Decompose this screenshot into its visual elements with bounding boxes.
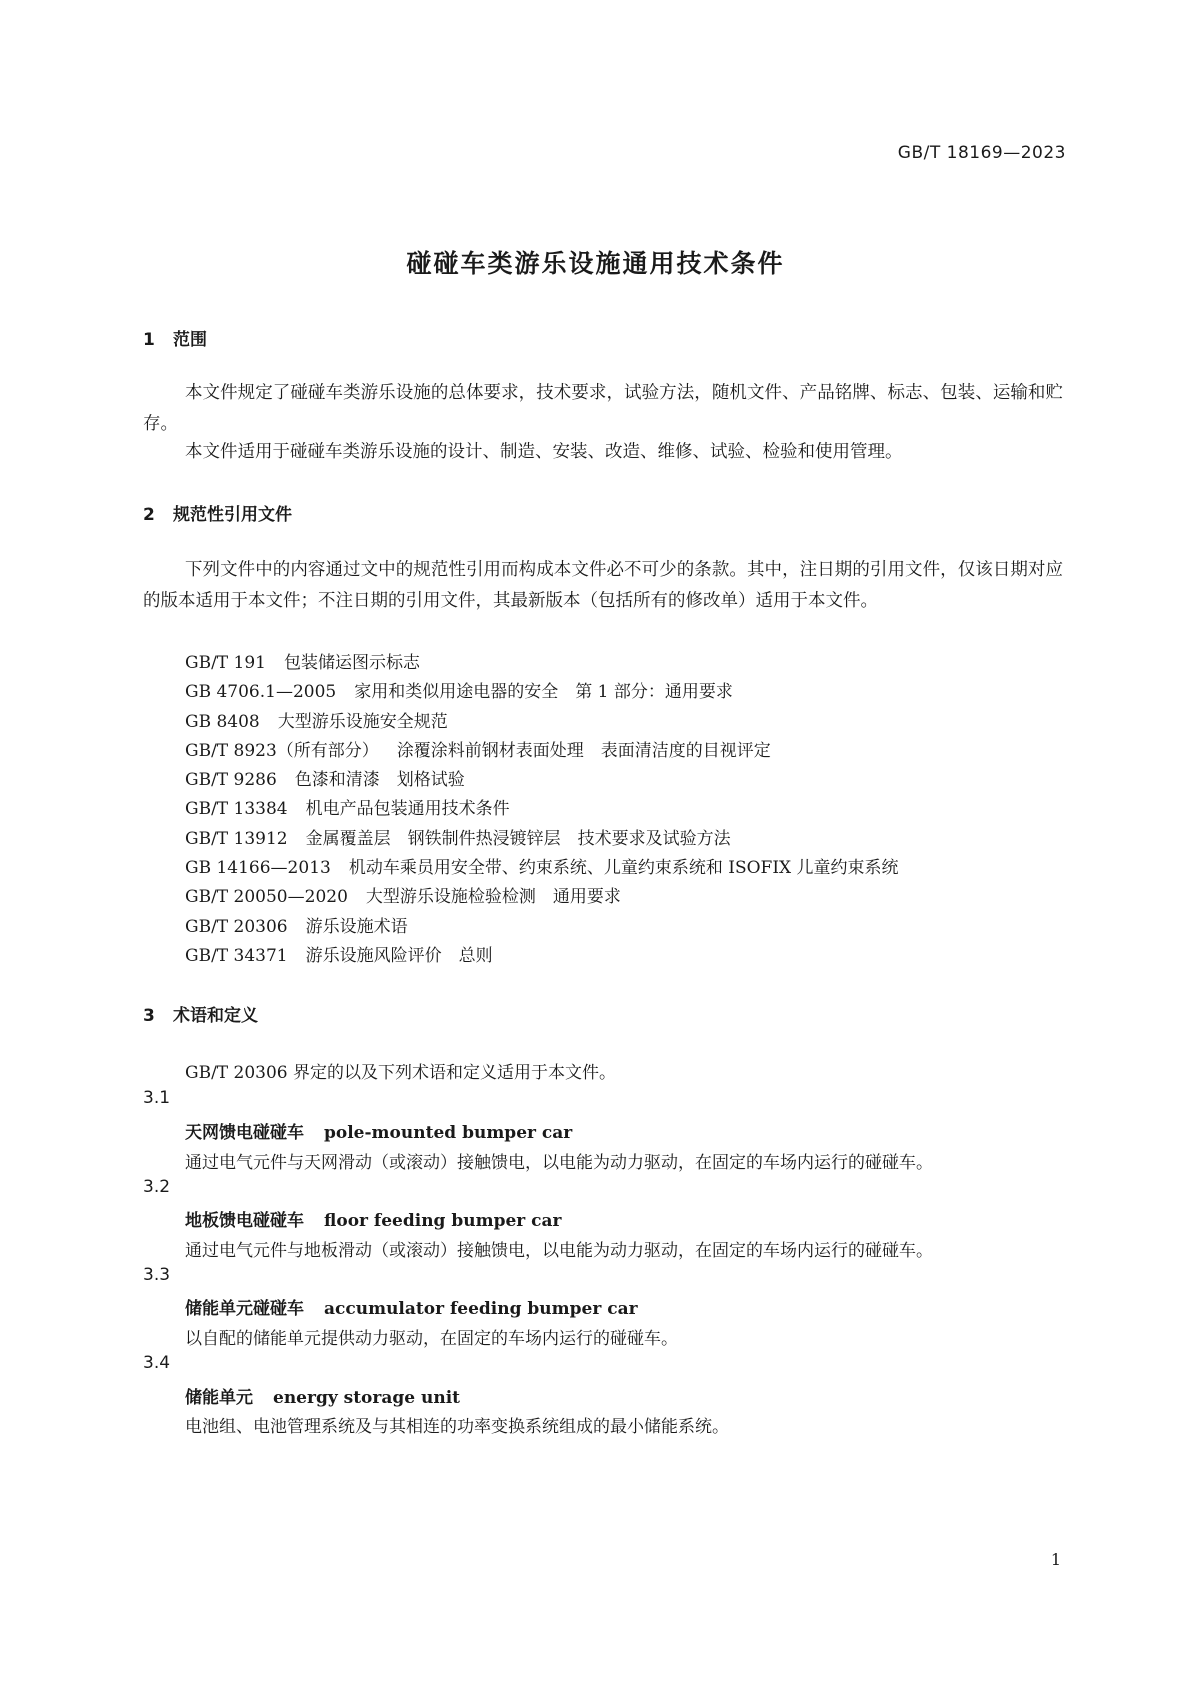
term-number: 3.1 [143, 1088, 171, 1108]
term-en: pole-mounted bumper car [324, 1123, 573, 1143]
reference-title: 大型游乐设施安全规范 [277, 712, 448, 732]
term-zh: 地板馈电碰碰车 [185, 1211, 304, 1231]
term-number: 3.3 [143, 1265, 171, 1285]
reference-code: GB/T 13912 [185, 829, 288, 849]
term-number: 3.2 [143, 1177, 171, 1197]
reference-code: GB/T 8923（所有部分） [185, 741, 379, 761]
reference-title: 包装储运图示标志 [284, 653, 420, 673]
section-title: 范围 [173, 330, 207, 350]
term-number: 3.4 [143, 1353, 171, 1373]
reference-code: GB/T 9286 [185, 770, 277, 790]
section-number: 1 [143, 330, 155, 350]
reference-item [185, 794, 510, 819]
section-number: 3 [143, 1006, 155, 1026]
reference-code: GB/T 13384 [185, 799, 288, 819]
term-definition: 通过电气元件与天网滑动（或滚动）接触馈电，以电能为动力驱动，在固定的车场内运行的碰碰车。 [185, 1153, 933, 1173]
reference-item [185, 707, 448, 732]
reference-item [185, 912, 408, 937]
term-title [185, 1206, 562, 1231]
reference-item [185, 941, 493, 966]
normative-references-intro: 下列文件中的内容通过文中的规范性引用而构成本文件必不可少的条款。其中，注日期的引用文件，仅该日期对应的版本适用于本文件；不注日期的引用文件，其最新版本（包括所有的修改单）适用于本文件。 [143, 560, 1063, 611]
term-zh: 天网馈电碰碰车 [185, 1123, 304, 1143]
section-number: 2 [143, 505, 155, 525]
reference-title: 家用和类似用途电器的安全 第 1 部分：通用要求 [354, 682, 733, 702]
reference-code: GB 8408 [185, 712, 260, 732]
section-title: 规范性引用文件 [173, 505, 292, 525]
standard-code: GB/T 18169—2023 [897, 143, 1066, 163]
reference-title: 大型游乐设施检验检测 通用要求 [365, 887, 621, 907]
reference-title: 金属覆盖层 钢铁制件热浸镀锌层 技术要求及试验方法 [305, 829, 731, 849]
term-en: accumulator feeding bumper car [324, 1299, 638, 1319]
reference-title: 机动车乘员用安全带、约束系统、儿童约束系统和 ISOFIX 儿童约束系统 [348, 858, 899, 878]
term-definition: 以自配的储能单元提供动力驱动，在固定的车场内运行的碰碰车。 [185, 1329, 678, 1349]
reference-item [185, 648, 420, 673]
document-title: 碰碰车类游乐设施通用技术条件 [406, 249, 785, 278]
term-title [185, 1294, 638, 1319]
term-zh: 储能单元 [185, 1388, 253, 1408]
reference-item [185, 882, 621, 907]
reference-title: 色漆和清漆 划格试验 [294, 770, 465, 790]
term-definition: 通过电气元件与地板滑动（或滚动）接触馈电，以电能为动力驱动，在固定的车场内运行的碰碰车。 [185, 1241, 933, 1261]
scope-paragraph-1: 本文件规定了碰碰车类游乐设施的总体要求，技术要求，试验方法，随机文件、产品铭牌、标志、包装、运输和贮存。 [143, 383, 1063, 434]
reference-title: 机电产品包装通用技术条件 [305, 799, 510, 819]
scope-paragraph-2: 本文件适用于碰碰车类游乐设施的设计、制造、安装、改造、维修、试验、检验和使用管理。 [185, 442, 903, 462]
term-definition: 电池组、电池管理系统及与其相连的功率变换系统组成的最小储能系统。 [185, 1417, 729, 1437]
term-title [185, 1118, 572, 1143]
term-zh: 储能单元碰碰车 [185, 1299, 304, 1319]
reference-title: 游乐设施术语 [305, 917, 408, 937]
section-2-heading [143, 500, 292, 525]
reference-code: GB 14166—2013 [185, 858, 331, 878]
page-number: 1 [1050, 1550, 1061, 1569]
reference-item [185, 765, 465, 790]
terms-intro: GB/T 20306 界定的以及下列术语和定义适用于本文件。 [185, 1063, 617, 1083]
section-title: 术语和定义 [173, 1006, 258, 1026]
reference-item [185, 853, 899, 878]
reference-item [185, 677, 733, 702]
reference-code: GB/T 20050—2020 [185, 887, 348, 907]
reference-code: GB 4706.1—2005 [185, 682, 337, 702]
reference-code: GB/T 34371 [185, 946, 288, 966]
term-en: energy storage unit [273, 1388, 461, 1408]
reference-code: GB/T 20306 [185, 917, 288, 937]
section-3-heading [143, 1001, 258, 1026]
term-en: floor feeding bumper car [324, 1211, 562, 1231]
reference-code: GB/T 191 [185, 653, 266, 673]
reference-title: 游乐设施风险评价 总则 [305, 946, 493, 966]
term-title [185, 1383, 460, 1408]
reference-item [185, 736, 771, 761]
section-1-heading [143, 325, 207, 350]
reference-item [185, 824, 731, 849]
reference-title: 涂覆涂料前钢材表面处理 表面清洁度的目视评定 [396, 741, 771, 761]
